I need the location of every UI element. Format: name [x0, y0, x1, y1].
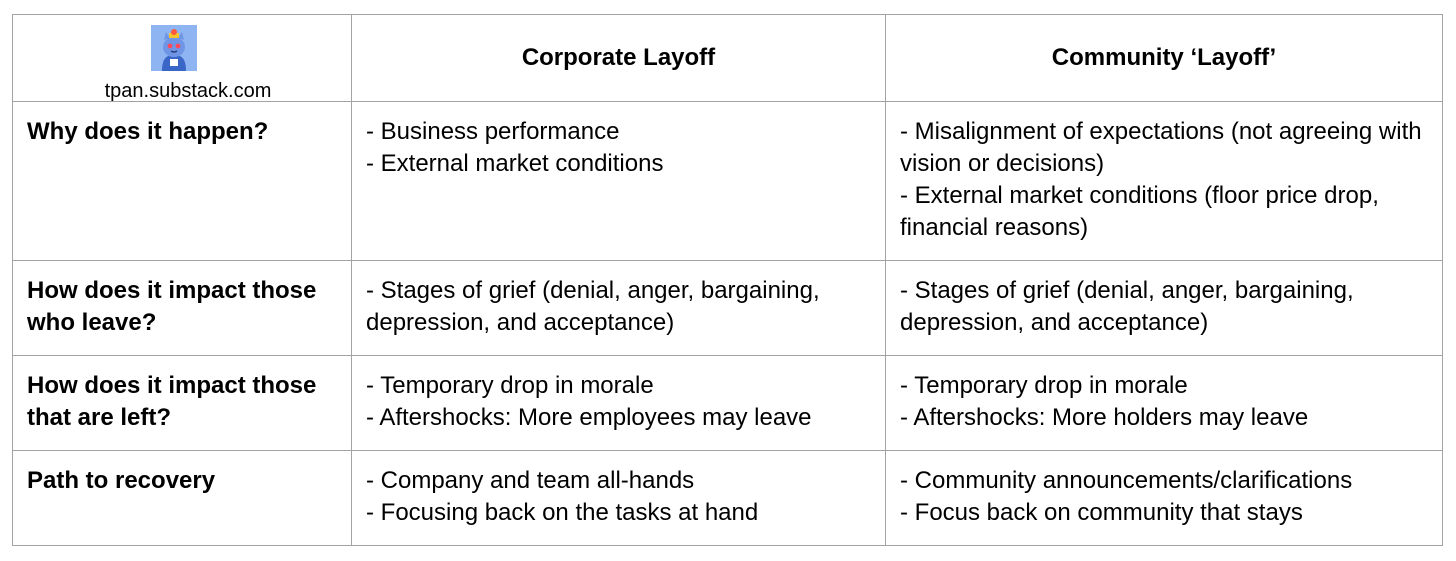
community-cell: [886, 261, 1443, 356]
community-cell: [886, 451, 1443, 546]
table-row: [13, 451, 1443, 546]
corporate-point: - Focusing back on the tasks at hand: [366, 499, 759, 526]
table-row: [13, 261, 1443, 356]
community-point: - Temporary drop in morale: [900, 372, 1188, 399]
corporate-point: - Business performance: [366, 118, 620, 145]
corporate-cell: [352, 102, 886, 261]
site-name: tpan.substack.com: [104, 80, 272, 102]
corporate-point: - Company and team all-hands: [366, 467, 695, 494]
corporate-point: - Temporary drop in morale: [366, 372, 654, 399]
row-question: How does it impact those who leave?: [27, 277, 317, 336]
table-header-row: [13, 15, 1443, 102]
comparison-table: [12, 14, 1443, 546]
column-header-community: Community ‘Layoff’: [886, 15, 1443, 102]
row-question: Why does it happen?: [27, 118, 269, 145]
community-point: - Aftershocks: More holders may leave: [900, 404, 1309, 431]
row-question-cell: [13, 356, 352, 451]
row-question: How does it impact those that are left?: [27, 372, 317, 431]
logo-cell: [13, 15, 352, 102]
community-point: - Misalignment of expectations (not agreeing with vision or decisions): [900, 118, 1422, 177]
corporate-cell: [352, 451, 886, 546]
column-header-corporate: Corporate Layoff: [352, 15, 886, 102]
corporate-point: - Aftershocks: More employees may leave: [366, 404, 812, 431]
community-point: - Stages of grief (denial, anger, bargaining, depression, and acceptance): [900, 277, 1354, 336]
community-cell: [886, 356, 1443, 451]
logo: [13, 25, 351, 102]
row-question-cell: [13, 102, 352, 261]
corporate-point: - Stages of grief (denial, anger, bargaining, depression, and acceptance): [366, 277, 820, 336]
community-cell: [886, 102, 1443, 261]
row-question: Path to recovery: [27, 467, 216, 494]
table-row: [13, 102, 1443, 261]
community-point: - Community announcements/clarifications: [900, 467, 1353, 494]
corporate-cell: [352, 261, 886, 356]
corporate-cell: [352, 356, 886, 451]
community-point: - Focus back on community that stays: [900, 499, 1303, 526]
blue-cat-avatar-icon: [151, 25, 197, 71]
row-question-cell: [13, 261, 352, 356]
corporate-point: - External market conditions: [366, 150, 664, 177]
community-point: - External market conditions (floor price drop, financial reasons): [900, 182, 1379, 241]
row-question-cell: [13, 451, 352, 546]
table-row: [13, 356, 1443, 451]
